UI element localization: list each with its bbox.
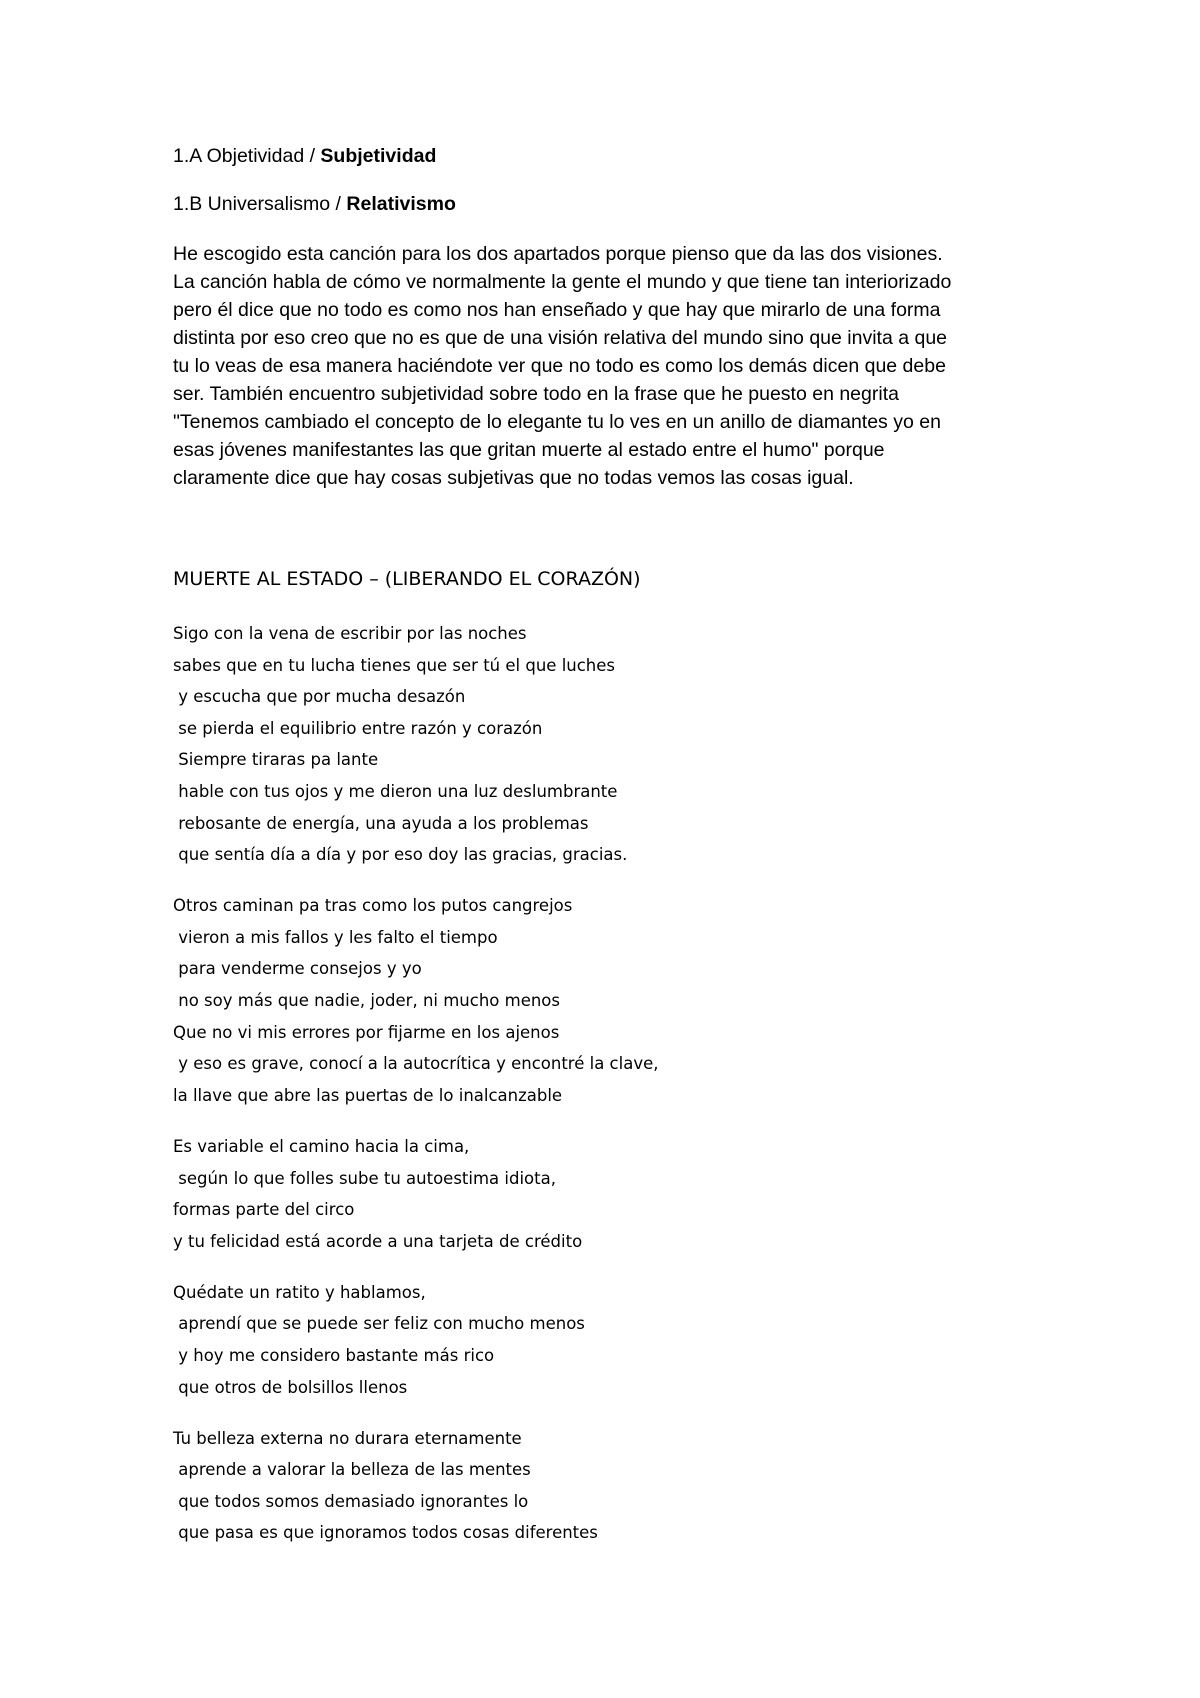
paragraph-line: ser. También encuentro subjetividad sobre todo en la frase que he puesto en negrita — [173, 383, 899, 405]
explanation-paragraph — [173, 240, 1053, 492]
song-lyrics — [173, 618, 658, 1569]
paragraph-line: "Tenemos cambiado el concepto de lo elegante tu lo ves en un anillo de diamantes yo en — [173, 411, 941, 433]
lyric-line: que otros de bolsillos llenos — [173, 1377, 408, 1397]
lyric-line: sabes que en tu lucha tienes que ser tú el que luches — [173, 655, 616, 675]
lyric-line: Quédate un ratito y hablamos, — [173, 1282, 426, 1302]
stanza-3 — [173, 1131, 658, 1257]
lyric-line: formas parte del circo — [173, 1200, 355, 1220]
stanza-1 — [173, 618, 658, 871]
lyric-line: se pierda el equilibrio entre razón y corazón — [173, 718, 543, 738]
paragraph-line: esas jóvenes manifestantes las que gritan muerte al estado entre el humo" porque — [173, 439, 885, 461]
lyric-line: que todos somos demasiado ignorantes lo — [173, 1491, 529, 1511]
section-prefix: 1.A Objetividad / — [173, 145, 321, 167]
stanza-2 — [173, 890, 658, 1111]
paragraph-line: La canción habla de cómo ve normalmente la gente el mundo y que tiene tan interiorizado — [173, 271, 952, 293]
section-prefix: 1.B Universalismo / — [173, 193, 347, 215]
paragraph-line: claramente dice que hay cosas subjetivas que no todas vemos las cosas igual. — [173, 467, 854, 489]
lyric-line: Otros caminan pa tras como los putos cangrejos — [173, 896, 573, 916]
lyric-line: Que no vi mis errores por fijarme en los ajenos — [173, 1022, 560, 1042]
stanza-4 — [173, 1277, 658, 1403]
paragraph-line: He escogido esta canción para los dos apartados porque pienso que da las dos visiones. — [173, 243, 943, 265]
lyric-line: la llave que abre las puertas de lo inalcanzable — [173, 1085, 563, 1105]
paragraph-line: tu lo veas de esa manera haciéndote ver que no todo es como los demás dicen que debe — [173, 355, 946, 377]
lyric-line: para venderme consejos y yo — [173, 959, 422, 979]
lyric-line: vieron a mis fallos y les falto el tiempo — [173, 927, 498, 947]
lyric-line: Sigo con la vena de escribir por las noches — [173, 624, 527, 643]
lyric-line: Siempre tiraras pa lante — [173, 750, 379, 770]
lyric-line: rebosante de energía, una ayuda a los problemas — [173, 813, 589, 833]
section-heading-1a — [173, 144, 436, 168]
lyric-line: aprende a valorar la belleza de las mentes — [173, 1460, 531, 1480]
section-heading-1b — [173, 192, 456, 216]
song-title: MUERTE AL ESTADO – (LIBERANDO EL CORAZÓN) — [173, 568, 641, 590]
paragraph-line: distinta por eso creo que no es que de una visión relativa del mundo sino que invita a que — [173, 327, 948, 349]
lyric-line: hable con tus ojos y me dieron una luz deslumbrante — [173, 781, 618, 801]
section-bold-term: Relativismo — [346, 193, 456, 215]
lyric-line: y tu felicidad está acorde a una tarjeta de crédito — [173, 1231, 583, 1251]
lyric-line: que sentía día a día y por eso doy las gracias, gracias. — [173, 845, 628, 865]
lyric-line: y hoy me considero bastante más rico — [173, 1345, 495, 1365]
lyric-line: y eso es grave, conocí a la autocrítica y encontré la clave, — [173, 1054, 659, 1074]
section-bold-term: Subjetividad — [320, 145, 437, 167]
lyric-line: Tu belleza externa no durara eternamente — [173, 1428, 522, 1448]
lyric-line: que pasa es que ignoramos todos cosas diferentes — [173, 1523, 598, 1543]
stanza-5 — [173, 1423, 658, 1549]
lyric-line: aprendí que se puede ser feliz con mucho menos — [173, 1314, 585, 1334]
lyric-line: no soy más que nadie, joder, ni mucho menos — [173, 991, 561, 1011]
lyric-line: Es variable el camino hacia la cima, — [173, 1136, 470, 1156]
lyric-line: y escucha que por mucha desazón — [173, 687, 466, 707]
paragraph-line: pero él dice que no todo es como nos han enseñado y que hay que mirarlo de una forma — [173, 299, 941, 321]
lyric-line: según lo que folles sube tu autoestima idiota, — [173, 1168, 556, 1188]
